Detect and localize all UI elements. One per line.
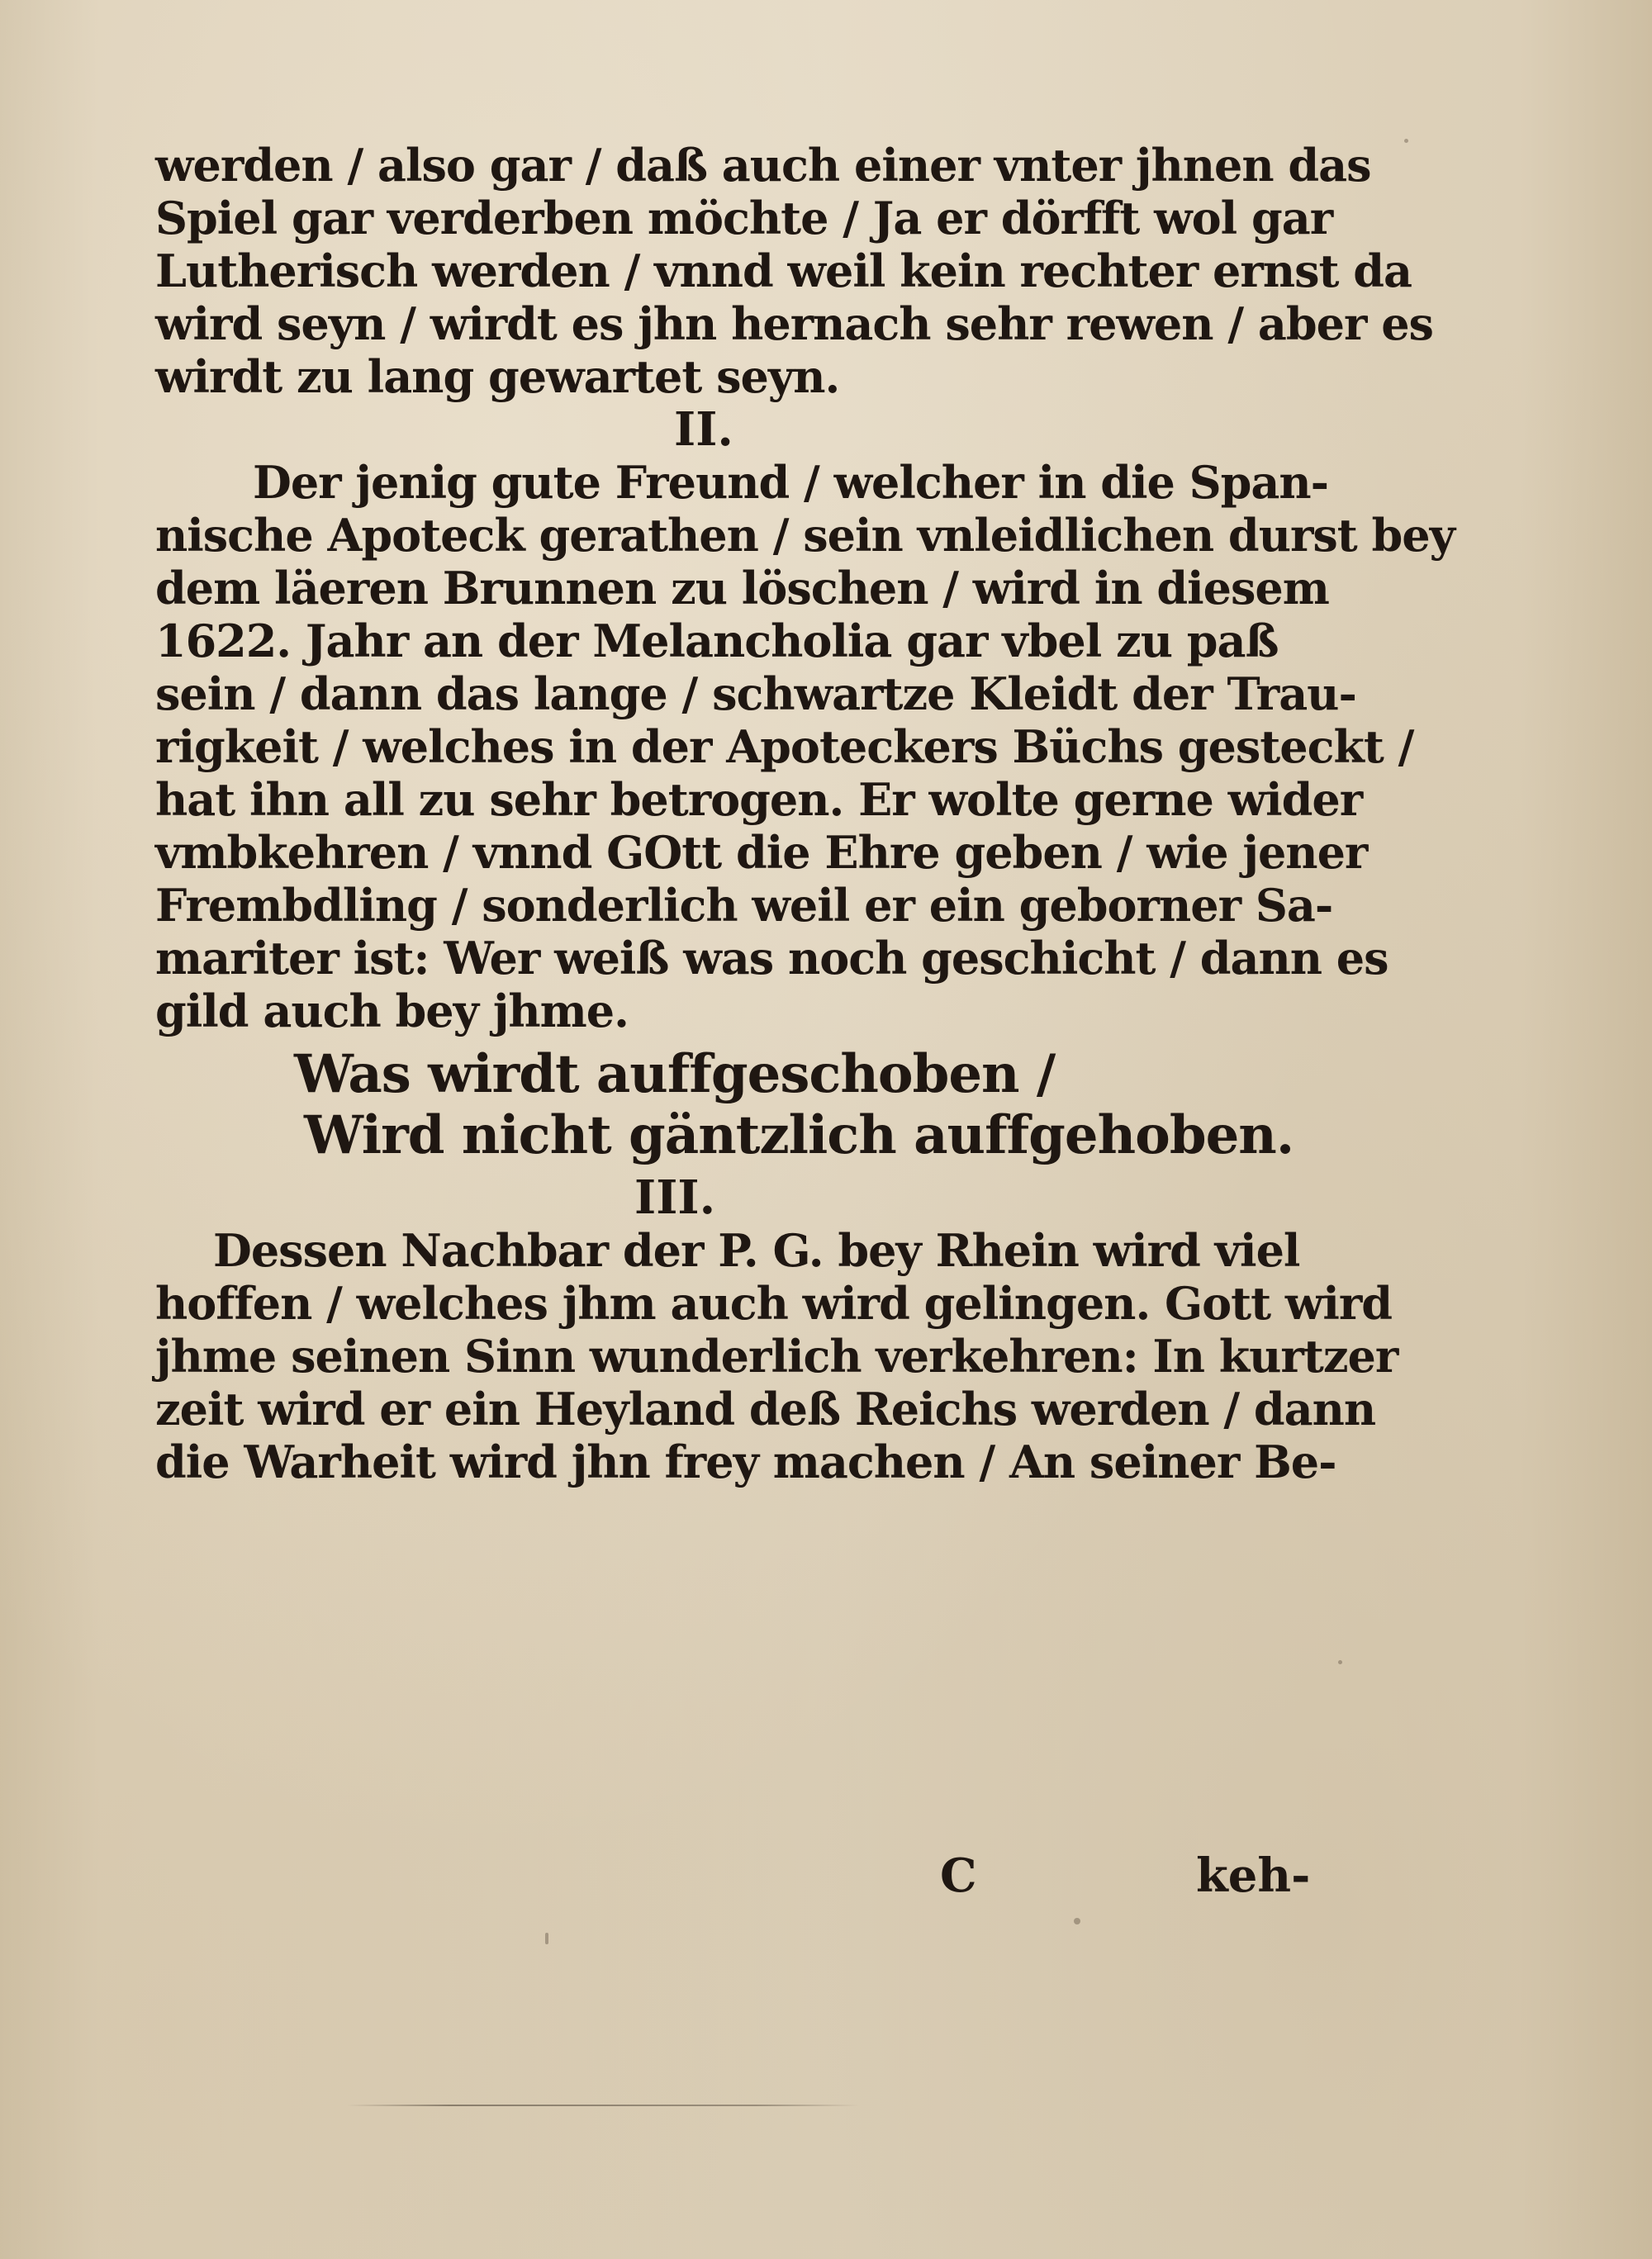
paper-speck: [1074, 1918, 1080, 1924]
text-line: Frembdling / sonderlich weil er ein geborner Sa-: [155, 879, 1333, 932]
paper-speck: [545, 1933, 548, 1944]
text-line: jhme seinen Sinn wunderlich verkehren: In kurtzer: [155, 1330, 1398, 1383]
text-line: gild auch bey jhme.: [155, 985, 629, 1037]
section-numeral-3: III.: [634, 1170, 716, 1225]
page-text: [155, 139, 1455, 1488]
text-line: 1622. Jahr an der Melancholia gar vbel zu paß: [155, 615, 1279, 667]
paper-fold-line: [347, 2105, 859, 2106]
text-line: dem läeren Brunnen zu löschen / wird in diesem: [155, 562, 1329, 615]
text-line: Spiel gar verderben möchte / Ja er dörfft wol gar: [155, 192, 1333, 244]
text-line: mariter ist: Wer weiß was noch geschicht / dann es: [155, 932, 1389, 985]
signature-mark: C: [940, 1848, 977, 1903]
section-numeral-2: II.: [674, 402, 733, 457]
catchword: keh-: [1196, 1848, 1311, 1903]
motto-line: Wird nicht gäntzlich auffgehoben.: [304, 1104, 1294, 1166]
text-line: wird seyn / wirdt es jhn hernach sehr rewen / aber es: [155, 297, 1433, 350]
text-line: die Warheit wird jhn frey machen / An seiner Be-: [155, 1436, 1336, 1488]
text-line: vmbkehren / vnnd GOtt die Ehre geben / wie jener: [155, 826, 1368, 879]
page-footer: [0, 1848, 1652, 1915]
text-line: hat ihn all zu sehr betrogen. Er wolte gerne wider: [155, 773, 1363, 826]
paper-speck: [1338, 1660, 1342, 1664]
text-line: nische Apoteck gerathen / sein vnleidlichen durst bey: [155, 509, 1455, 562]
text-line: hoffen / welches jhm auch wird gelingen. Gott wird: [155, 1277, 1393, 1330]
text-line: Der jenig gute Freund / welcher in die Span-: [253, 456, 1329, 509]
paper-speck: [1404, 139, 1408, 143]
text-line: wirdt zu lang gewartet seyn.: [155, 350, 840, 403]
text-line: Lutherisch werden / vnnd weil kein rechter ernst da: [155, 244, 1412, 297]
motto-line: Was wirdt auffgeschoben /: [294, 1043, 1056, 1105]
text-line: rigkeit / welches in der Apoteckers Büchs gesteckt /: [155, 720, 1414, 773]
text-line: werden / also gar / daß auch einer vnter jhnen das: [155, 139, 1371, 192]
text-line: sein / dann das lange / schwartze Kleidt der Trau-: [155, 667, 1356, 720]
text-line: Dessen Nachbar der P. G. bey Rhein wird viel: [213, 1224, 1300, 1277]
text-line: zeit wird er ein Heyland deß Reichs werden / dann: [155, 1383, 1376, 1436]
